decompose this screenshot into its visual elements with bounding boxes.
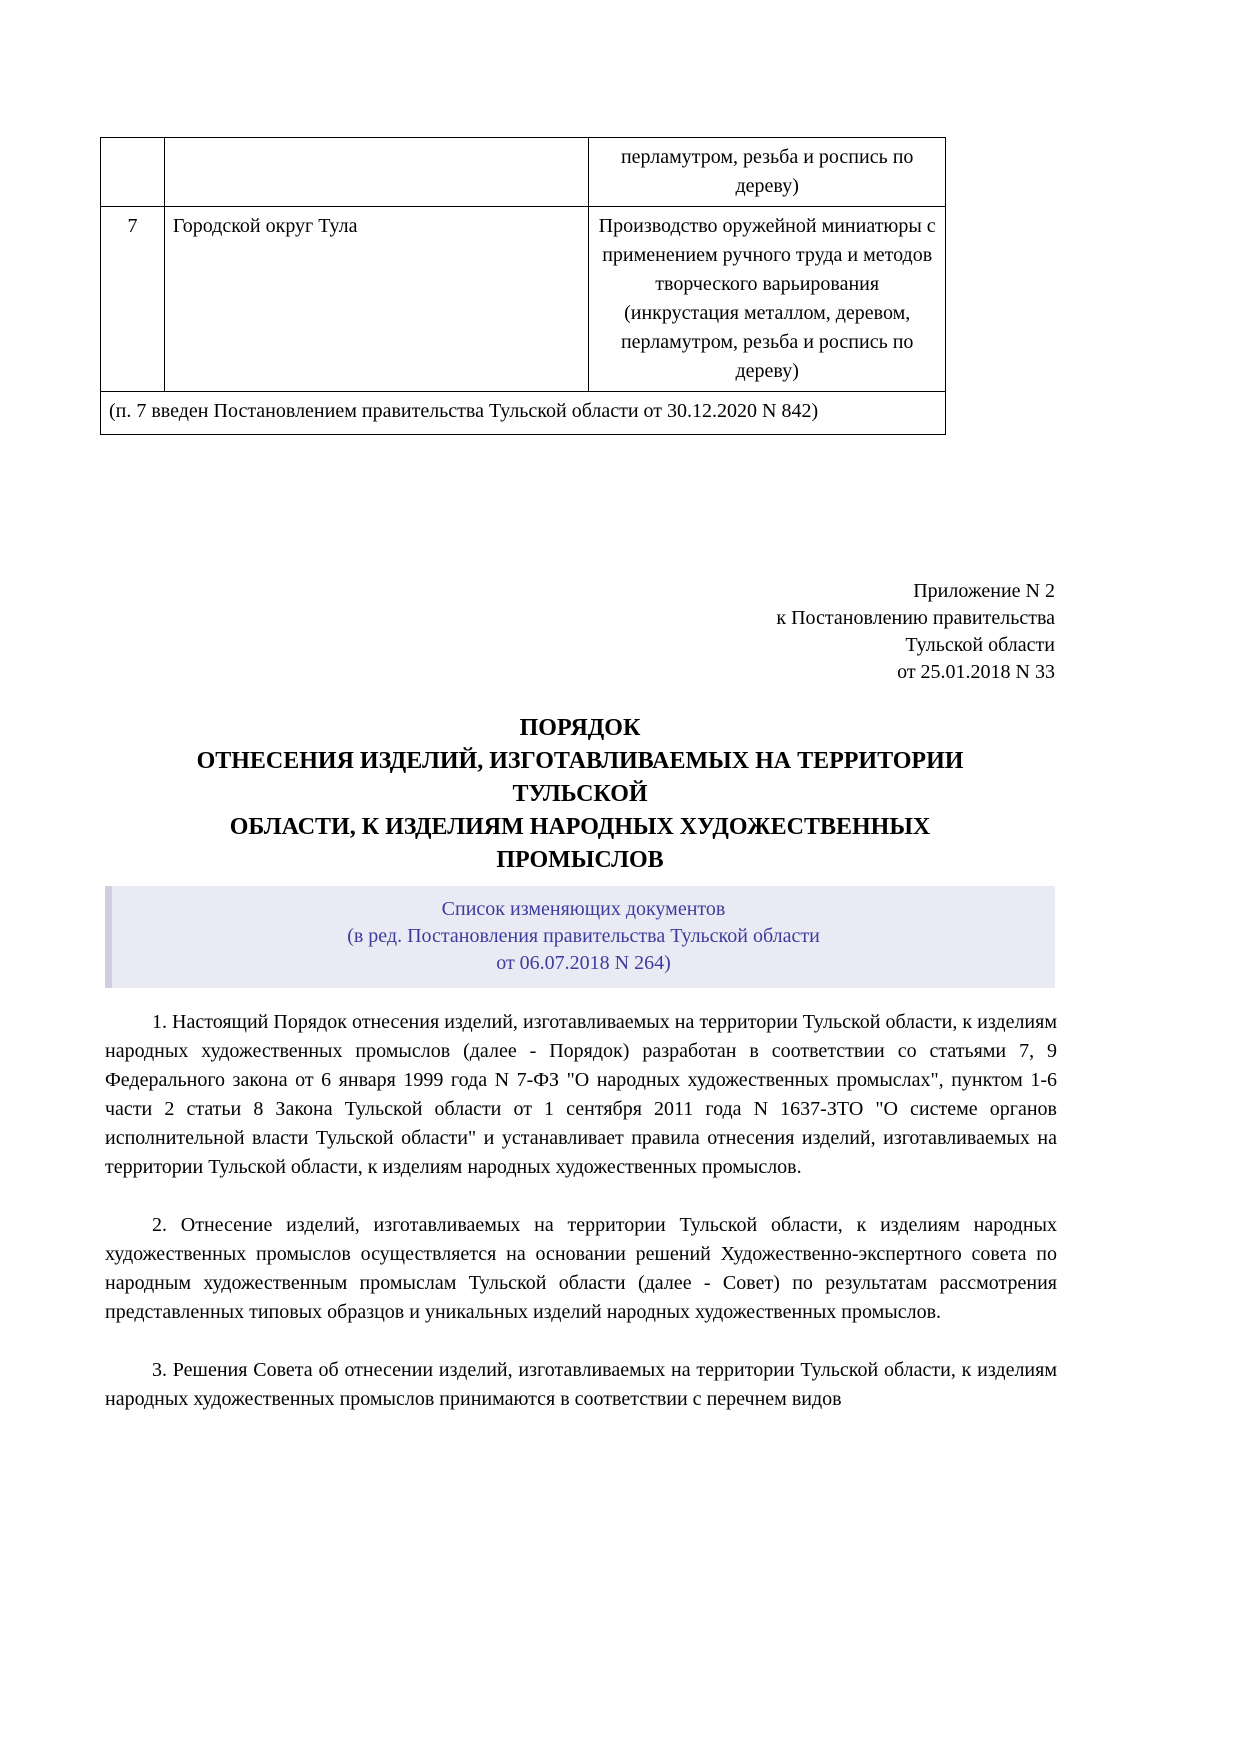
title-line: ТУЛЬСКОЙ <box>512 781 648 807</box>
row-number-cell: 7 <box>101 207 165 392</box>
appendix-line: Приложение N 2 <box>913 580 1055 602</box>
products-cell: Производство оружейной миниатюры с применением ручного труда и методов творческого варьирования (инкрустация металлом, деревом, перламутром, резьба и роспись по дереву) <box>589 207 946 392</box>
table-row-footnote <box>101 392 946 435</box>
document-title <box>105 712 1055 877</box>
amendments-line: Список изменяющих документов <box>441 898 726 920</box>
paragraph-2: 2. Отнесение изделий, изготавливаемых на территории Тульской области, к изделиям народных художественных промыслов осуществляется на основании решений Художественно-экспертного совета по народным художественным промыслам Тульской области (далее - Совет) по результатам рассмотрения представленных типовых образцов и уникальных изделий народных художественных промыслов. <box>105 1214 1057 1323</box>
territory-cell <box>164 138 588 207</box>
appendix-line: Тульской области <box>905 634 1055 656</box>
paragraph-3: 3. Решения Совета об отнесении изделий, изготавливаемых на территории Тульской области, к изделиям народных художественных промыслов принимаются в соответствии с перечнем видов <box>105 1359 1057 1410</box>
crafts-table <box>100 137 946 435</box>
row-number-cell <box>101 138 165 207</box>
appendix-line: к Постановлению правительства <box>776 607 1055 629</box>
amendments-line: от 06.07.2018 N 264) <box>496 952 671 974</box>
title-line: ПОРЯДОК <box>519 715 641 741</box>
table-row-7 <box>101 207 946 392</box>
table-footnote: (п. 7 введен Постановлением правительства Тульской области от 30.12.2020 N 842) <box>101 392 946 435</box>
amendments-box <box>105 886 1055 988</box>
title-line: ОБЛАСТИ, К ИЗДЕЛИЯМ НАРОДНЫХ ХУДОЖЕСТВЕННЫХ <box>229 814 931 840</box>
products-cell: перламутром, резьба и роспись по дереву) <box>589 138 946 207</box>
territory-cell: Городской округ Тула <box>164 207 588 392</box>
amendments-line: (в ред. Постановления правительства Тульской области <box>347 925 820 947</box>
paragraph-1: 1. Настоящий Порядок отнесения изделий, изготавливаемых на территории Тульской области, к изделиям народных художественных промыслов (далее - Порядок) разработан в соответствии со статьями 7, 9 Федерального закона от 6 января 1999 года N 7-ФЗ "О народных художественных промыслах", пунктом 1-6 части 2 статьи 8 Закона Тульской области от 1 сентября 2011 года N 1637-ЗТО "О системе органов исполнительной власти Тульской области" и устанавливает правила отнесения изделий, изготавливаемых на территории Тульской области, к изделиям народных художественных промыслов. <box>105 1011 1057 1178</box>
appendix-block <box>105 578 1055 686</box>
appendix-line: от 25.01.2018 N 33 <box>897 661 1055 683</box>
title-line: ПРОМЫСЛОВ <box>496 847 664 873</box>
title-line: ОТНЕСЕНИЯ ИЗДЕЛИЙ, ИЗГОТАВЛИВАЕМЫХ НА ТЕРРИТОРИИ <box>196 748 964 774</box>
document-body <box>105 1008 1057 1414</box>
table-row-carryover <box>101 138 946 207</box>
